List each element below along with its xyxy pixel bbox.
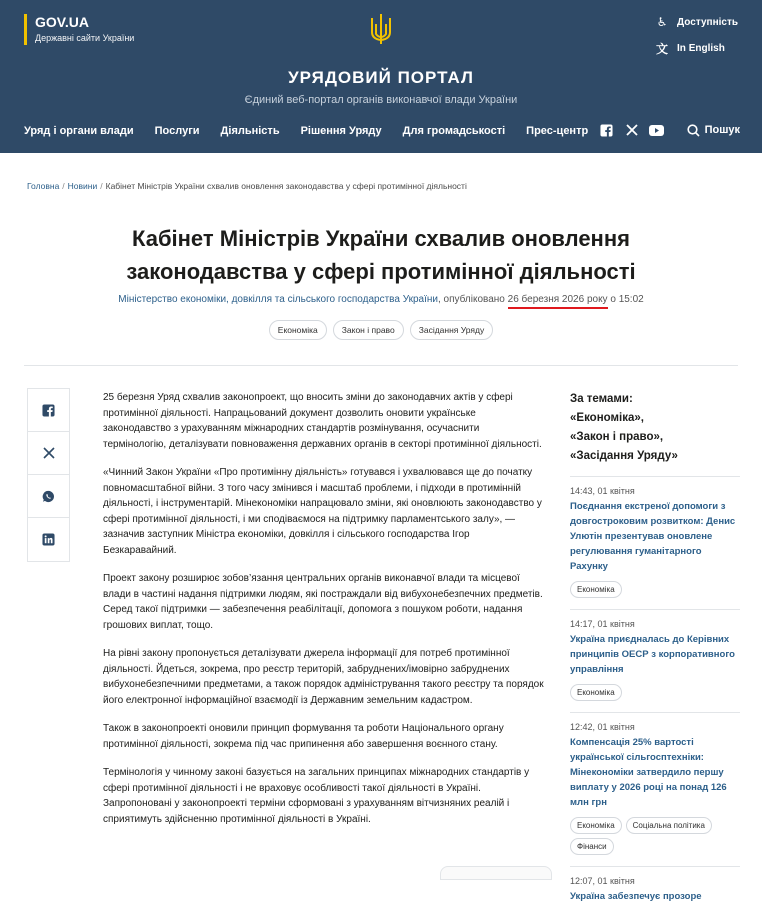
article-paragraph: Термінологія у чинному законі базується на загальних принципах міжнародних стандартів у сфері протимінної діяльності і не враховує особливості такої діяльності в Україні. Запропоновані у законопроекті терміни сформовані з урахуванням вітчизняних реалій і сприятимуть здійсненню протимінної діяльності в Україні. [103, 767, 530, 825]
share-x-button[interactable] [28, 432, 69, 475]
gov-ua-subtitle: Державні сайти України [35, 33, 135, 43]
whatsapp-icon [42, 490, 55, 503]
breadcrumb-news[interactable]: Новини [67, 181, 98, 191]
news-tag[interactable]: Економіка [570, 817, 622, 834]
search-icon [687, 124, 700, 137]
portal-subtitle: Єдиний веб-портал органів виконавчої влади України [244, 94, 518, 106]
news-time: 12:42, 01 квітня [570, 722, 635, 732]
news-item [570, 609, 740, 701]
article-date: 26 березня 2026 року [508, 294, 608, 309]
share-panel [27, 388, 70, 562]
accessibility-label: Доступність [677, 16, 738, 28]
share-facebook-button[interactable] [28, 389, 69, 432]
article-time: 15:02 [618, 294, 644, 305]
sidebar-topic[interactable]: «Закон і право», [570, 431, 664, 443]
x-icon[interactable] [625, 123, 639, 137]
portal-title[interactable]: УРЯДОВИЙ ПОРТАЛ [288, 68, 474, 87]
news-title-link[interactable]: Україна забезпечує прозоре [570, 891, 702, 902]
news-tags [570, 581, 740, 598]
gov-ua-logo[interactable] [24, 14, 134, 45]
sidebar-topic[interactable]: «Засідання Уряду» [570, 450, 678, 462]
article-title: Кабінет Міністрів України схвалив оновлення законодавства у сфері протимінної діяльності [126, 226, 636, 284]
top-utilities [655, 14, 738, 66]
tag-economy[interactable]: Економіка [269, 320, 327, 340]
news-title-link[interactable]: Поєднання екстреної допомоги з довгостроковим розвитком: Денис Улютін презентував оновлене регулювання гуманітарного Рахунку [570, 501, 736, 572]
tag-government-meeting[interactable]: Засідання Уряду [410, 320, 494, 340]
news-title-link[interactable]: Україна приєдналась до Керівних принципів ОЕСР з корпоративного управління [570, 634, 735, 675]
article-tags [0, 320, 762, 340]
share-whatsapp-button[interactable] [28, 475, 69, 518]
article-paragraph: Також в законопроекті оновили принцип формування та роботи Національного органу протимінної діяльності, зокрема під час припинення або завершення воєнного стану. [103, 723, 504, 750]
tag-law[interactable]: Закон і право [333, 320, 404, 340]
news-tag[interactable]: Економіка [570, 581, 622, 598]
time-prefix: о [607, 294, 619, 305]
nav-item-decisions[interactable]: Рішення Уряду [300, 125, 382, 137]
divider [24, 365, 738, 366]
search-label: Пошук [704, 124, 740, 136]
news-tag[interactable]: Економіка [570, 684, 622, 701]
article-meta [0, 294, 762, 305]
youtube-icon[interactable] [650, 123, 664, 137]
news-item [570, 712, 740, 855]
gov-ua-title: GOV.UA [35, 14, 89, 30]
share-linkedin-button[interactable] [28, 518, 69, 561]
article-paragraph: Проект закону розширює зобов’язання центральних органів виконавчої влади та місцевої влади в частині надання підтримки людям, які постраждали від вибухонебезпечних предметів. Серед такої підтримки — забезпечення реабілітації, допомога з пошуком роботи, надання грошових виплат, тощо. [103, 573, 543, 631]
news-tags [570, 684, 740, 701]
language-label: In English [677, 42, 725, 54]
article-author[interactable]: Міністерство економіки, довкілля та сільського господарства України [118, 294, 438, 305]
nav-item-government[interactable]: Уряд і органи влади [24, 125, 134, 137]
breadcrumb-current: Кабінет Міністрів України схвалив оновлення законодавства у сфері протимінної діяльності [105, 181, 467, 191]
nav-item-public[interactable]: Для громадськості [402, 125, 506, 137]
sidebar-heading-prefix: За темами: [570, 393, 633, 405]
news-time: 14:17, 01 квітня [570, 619, 635, 629]
related-news-sidebar [570, 390, 740, 915]
news-title-link[interactable]: Компенсація 25% вартості української сільгосптехніки: Мінекономіки затвердило першу виплату у 2026 році на понад 126 млн грн [570, 737, 727, 808]
news-tag[interactable]: Соціальна політика [626, 817, 712, 834]
news-item [570, 476, 740, 598]
news-item [570, 866, 740, 904]
language-switch[interactable] [655, 40, 738, 56]
bottom-widget-edge [440, 866, 552, 880]
linkedin-icon [42, 533, 55, 546]
article-paragraph: «Чинний Закон України «Про протимінну діяльність» готувався і ухвалювався ще до початку повномасштабної війни. З того часу змінився і масштаб проблеми, і підходи в протимінній діяльності, і інструментарій. Мінекономіки напрацювало зміни, які оновлюють законодавство у сфері протимінної діяльності, і ми сподіваємося на підтримку парламентського залу», — зазначив заступник Міністра економіки, довкілля і сільського господарства Ігор Безкаравайний. [103, 467, 542, 556]
sidebar-heading [570, 390, 740, 466]
article-paragraph: На рівні закону пропонується деталізувати джерела інформації для потреб протимінної діяльності. Йдеться, зокрема, про реєстр територій, забруднених/імовірно забруднених вибухонебезпечними предметами, а також порядок адміністрування такого реєстру та порядок його електронної інформаційної взаємодії із Державним земельним кадастром. [103, 648, 544, 706]
search-button[interactable] [687, 124, 740, 137]
facebook-icon [42, 404, 55, 417]
news-time: 12:07, 01 квітня [570, 876, 635, 886]
nav-item-activity[interactable]: Діяльність [220, 125, 280, 137]
nav-item-services[interactable]: Послуги [154, 125, 200, 137]
breadcrumb-home[interactable]: Головна [27, 181, 60, 191]
trident-icon[interactable] [369, 12, 393, 46]
article-body [103, 390, 545, 840]
news-tags [570, 817, 740, 855]
main-nav [24, 125, 609, 137]
published-prefix: , опубліковано [437, 294, 508, 305]
news-tag[interactable]: Фінанси [570, 838, 614, 855]
x-icon [43, 447, 55, 459]
sidebar-topic[interactable]: «Економіка», [570, 412, 644, 424]
article-paragraph: 25 березня Уряд схвалив законопроект, що вносить зміни до законодавчих актів у сфері протимінної діяльності. Напрацьований документ дозволить оновити українське законодавство з урахуванням міжнародних стандартів розмінування, осучаснити термінологію, деталізувати повноваження державних органів в секторі протимінної діяльності. [103, 392, 542, 450]
site-header [0, 0, 762, 153]
facebook-icon[interactable] [600, 123, 614, 137]
breadcrumb: Головна / Новини / Кабінет Міністрів України схвалив оновлення законодавства у сфері протимінної діяльності [27, 181, 467, 191]
news-time: 14:43, 01 квітня [570, 486, 635, 496]
nav-right [600, 123, 740, 137]
translate-icon: 文 [656, 41, 669, 56]
accessibility-link[interactable] [655, 14, 738, 30]
wheelchair-icon: ♿ [656, 15, 668, 29]
nav-item-press[interactable]: Прес-центр [526, 125, 589, 137]
